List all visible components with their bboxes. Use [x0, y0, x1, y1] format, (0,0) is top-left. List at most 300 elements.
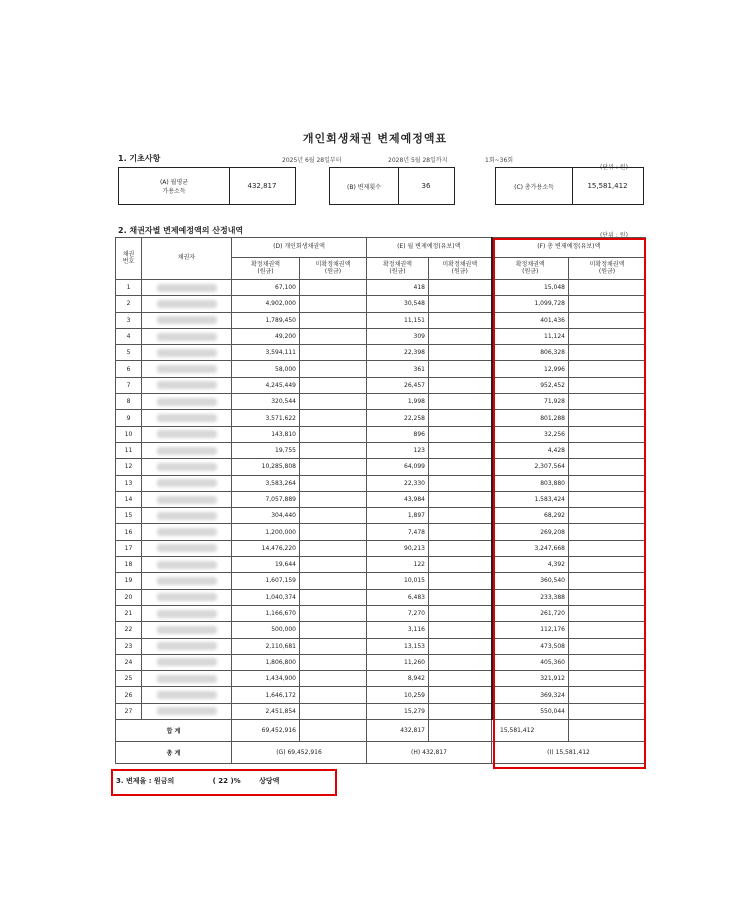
total-confirmed: 68,292: [492, 508, 569, 524]
redaction-blur: [157, 349, 217, 357]
claim-confirmed: 4,245,449: [232, 377, 300, 393]
creditor-name-redacted: [142, 410, 232, 426]
total-confirmed: 2,307,564: [492, 459, 569, 475]
total-unconfirmed: [569, 459, 646, 475]
col-creditor: 채권자: [142, 238, 232, 280]
total-row: [116, 742, 646, 764]
claim-confirmed: 1,040,374: [232, 589, 300, 605]
claim-unconfirmed: [300, 605, 367, 621]
monthly-confirmed: 7,478: [367, 524, 429, 540]
creditor-no: 24: [116, 654, 142, 670]
redaction-blur: [157, 316, 217, 324]
claim-confirmed: 4,902,000: [232, 296, 300, 312]
total-confirmed: 321,912: [492, 671, 569, 687]
creditor-no: 18: [116, 557, 142, 573]
total-confirmed: 405,360: [492, 654, 569, 670]
monthly-confirmed: 7,270: [367, 605, 429, 621]
table-row: [116, 605, 646, 621]
creditor-name-redacted: [142, 459, 232, 475]
monthly-confirmed: 26,457: [367, 377, 429, 393]
redaction-blur: [157, 284, 217, 292]
monthly-unconfirmed: [429, 345, 492, 361]
claim-confirmed: 2,451,854: [232, 703, 300, 719]
table-row: [116, 410, 646, 426]
table-row: [116, 491, 646, 507]
claim-confirmed: 3,583,264: [232, 475, 300, 491]
total-unconfirmed: [569, 491, 646, 507]
creditor-no: 15: [116, 508, 142, 524]
total-income-label: (C) 총가용소득: [514, 183, 554, 191]
redaction-blur: [157, 626, 217, 634]
creditor-no: 20: [116, 589, 142, 605]
monthly-unconfirmed: [429, 426, 492, 442]
redaction-blur: [157, 479, 217, 487]
monthly-confirmed: 6,483: [367, 589, 429, 605]
total-unconfirmed: [569, 703, 646, 719]
total-unconfirmed: [569, 475, 646, 491]
total-unconfirmed: [569, 328, 646, 344]
creditor-no: 9: [116, 410, 142, 426]
total-confirmed: 806,328: [492, 345, 569, 361]
claim-unconfirmed: [300, 394, 367, 410]
total-unconfirmed: [569, 426, 646, 442]
creditor-no: 12: [116, 459, 142, 475]
subtotal-f: 15,581,412: [492, 720, 569, 742]
monthly-unconfirmed: [429, 459, 492, 475]
total-unconfirmed: [569, 280, 646, 296]
subtotal-d-unconfirmed: [300, 720, 367, 742]
col-f-confirmed: 확정채권액 (원금): [492, 258, 569, 280]
total-unconfirmed: [569, 442, 646, 458]
monthly-unconfirmed: [429, 524, 492, 540]
section1-heading: 1. 기초사항: [118, 154, 161, 163]
creditor-no: 3: [116, 312, 142, 328]
claim-unconfirmed: [300, 345, 367, 361]
redaction-blur: [157, 463, 217, 471]
table-row: [116, 280, 646, 296]
creditor-no: 2: [116, 296, 142, 312]
claim-confirmed: 67,100: [232, 280, 300, 296]
claim-unconfirmed: [300, 426, 367, 442]
monthly-unconfirmed: [429, 377, 492, 393]
total-confirmed: 32,256: [492, 426, 569, 442]
monthly-confirmed: 11,260: [367, 654, 429, 670]
unit-label-1: (단위 : 원): [600, 164, 628, 171]
claim-confirmed: 7,057,889: [232, 491, 300, 507]
table-row: [116, 394, 646, 410]
total-unconfirmed: [569, 394, 646, 410]
table-row: [116, 377, 646, 393]
creditor-name-redacted: [142, 687, 232, 703]
claim-confirmed: 10,285,808: [232, 459, 300, 475]
monthly-unconfirmed: [429, 654, 492, 670]
repayment-rate-suffix: 상당액: [259, 777, 280, 785]
total-unconfirmed: [569, 589, 646, 605]
total-confirmed: 15,048: [492, 280, 569, 296]
monthly-confirmed: 64,099: [367, 459, 429, 475]
table-row: [116, 442, 646, 458]
claim-unconfirmed: [300, 638, 367, 654]
total-confirmed: 3,247,668: [492, 540, 569, 556]
total-confirmed: 952,452: [492, 377, 569, 393]
col-group-d: (D) 개인회생채권액: [232, 238, 367, 258]
redaction-blur: [157, 333, 217, 341]
monthly-unconfirmed: [429, 508, 492, 524]
redaction-blur: [157, 675, 217, 683]
monthly-confirmed: 418: [367, 280, 429, 296]
col-f-unconfirmed: 미확정채권액 (원금): [569, 258, 646, 280]
creditor-name-redacted: [142, 524, 232, 540]
total-unconfirmed: [569, 524, 646, 540]
redaction-blur: [157, 610, 217, 618]
creditor-no: 7: [116, 377, 142, 393]
monthly-confirmed: 15,279: [367, 703, 429, 719]
total-unconfirmed: [569, 654, 646, 670]
claim-unconfirmed: [300, 540, 367, 556]
total-unconfirmed: [569, 410, 646, 426]
creditor-name-redacted: [142, 426, 232, 442]
creditor-name-redacted: [142, 361, 232, 377]
total-label: 총 계: [116, 742, 232, 764]
claim-confirmed: 3,594,111: [232, 345, 300, 361]
claim-unconfirmed: [300, 491, 367, 507]
monthly-unconfirmed: [429, 638, 492, 654]
creditor-no: 22: [116, 622, 142, 638]
col-creditor-no: 채권 번호: [116, 238, 142, 280]
monthly-confirmed: 22,398: [367, 345, 429, 361]
table-row: [116, 524, 646, 540]
monthly-confirmed: 22,258: [367, 410, 429, 426]
col-e-unconfirmed: 미확정채권액 (원금): [429, 258, 492, 280]
monthly-unconfirmed: [429, 328, 492, 344]
monthly-confirmed: 3,116: [367, 622, 429, 638]
creditor-name-redacted: [142, 296, 232, 312]
creditor-no: 4: [116, 328, 142, 344]
claim-unconfirmed: [300, 296, 367, 312]
total-income-box: [495, 167, 644, 205]
total-unconfirmed: [569, 622, 646, 638]
total-confirmed: 112,176: [492, 622, 569, 638]
creditor-name-redacted: [142, 508, 232, 524]
table-row: [116, 589, 646, 605]
monthly-confirmed: 123: [367, 442, 429, 458]
monthly-unconfirmed: [429, 312, 492, 328]
table-row: [116, 540, 646, 556]
redaction-blur: [157, 544, 217, 552]
redaction-blur: [157, 642, 217, 650]
claim-unconfirmed: [300, 459, 367, 475]
claim-unconfirmed: [300, 671, 367, 687]
table-row: [116, 573, 646, 589]
creditor-no: 6: [116, 361, 142, 377]
claim-unconfirmed: [300, 475, 367, 491]
claim-confirmed: 49,200: [232, 328, 300, 344]
monthly-confirmed: 90,213: [367, 540, 429, 556]
table-row: [116, 345, 646, 361]
table-row: [116, 426, 646, 442]
monthly-confirmed: 8,942: [367, 671, 429, 687]
table-row: [116, 475, 646, 491]
table-row: [116, 361, 646, 377]
claim-unconfirmed: [300, 410, 367, 426]
monthly-confirmed: 361: [367, 361, 429, 377]
monthly-unconfirmed: [429, 491, 492, 507]
claim-unconfirmed: [300, 377, 367, 393]
claim-unconfirmed: [300, 328, 367, 344]
claim-confirmed: 14,476,220: [232, 540, 300, 556]
redaction-blur: [157, 528, 217, 536]
total-g: (G) 69,452,916: [232, 742, 367, 764]
total-income-value: 15,581,412: [587, 182, 628, 190]
creditor-no: 25: [116, 671, 142, 687]
total-unconfirmed: [569, 540, 646, 556]
unit-label-2: (단위 : 원): [600, 232, 628, 239]
creditor-name-redacted: [142, 312, 232, 328]
monthly-unconfirmed: [429, 410, 492, 426]
total-confirmed: 261,720: [492, 605, 569, 621]
claim-unconfirmed: [300, 573, 367, 589]
creditor-name-redacted: [142, 622, 232, 638]
redaction-blur: [157, 561, 217, 569]
table-row: [116, 687, 646, 703]
creditor-name-redacted: [142, 345, 232, 361]
claim-unconfirmed: [300, 703, 367, 719]
creditor-no: 23: [116, 638, 142, 654]
creditor-name-redacted: [142, 671, 232, 687]
monthly-unconfirmed: [429, 687, 492, 703]
claim-confirmed: 304,440: [232, 508, 300, 524]
total-confirmed: 233,388: [492, 589, 569, 605]
total-confirmed: 269,208: [492, 524, 569, 540]
repayment-rate-value: ( 22 )%: [212, 777, 241, 785]
creditor-no: 8: [116, 394, 142, 410]
creditor-name-redacted: [142, 703, 232, 719]
redaction-blur: [157, 577, 217, 585]
monthly-unconfirmed: [429, 671, 492, 687]
total-confirmed: 1,099,728: [492, 296, 569, 312]
redaction-blur: [157, 707, 217, 715]
total-unconfirmed: [569, 671, 646, 687]
repayment-count-value: 36: [421, 182, 431, 190]
creditor-no: 1: [116, 280, 142, 296]
monthly-confirmed: 11,151: [367, 312, 429, 328]
redaction-blur: [157, 365, 217, 373]
total-confirmed: 473,508: [492, 638, 569, 654]
redaction-blur: [157, 300, 217, 308]
claim-unconfirmed: [300, 557, 367, 573]
creditor-no: 27: [116, 703, 142, 719]
monthly-unconfirmed: [429, 475, 492, 491]
table-row: [116, 328, 646, 344]
claim-confirmed: 1,200,000: [232, 524, 300, 540]
redaction-blur: [157, 512, 217, 520]
claim-unconfirmed: [300, 654, 367, 670]
total-confirmed: 71,928: [492, 394, 569, 410]
monthly-confirmed: 43,984: [367, 491, 429, 507]
redaction-blur: [157, 447, 217, 455]
page-title: 개인회생채권 변제예정액표: [302, 132, 448, 145]
section2-heading: 2. 채권자별 변제예정액의 산정내역: [118, 226, 244, 235]
col-d-confirmed: 확정채권액 (원금): [232, 258, 300, 280]
total-confirmed: 401,436: [492, 312, 569, 328]
total-h: (H) 432,817: [367, 742, 492, 764]
creditor-name-redacted: [142, 491, 232, 507]
table-row: [116, 638, 646, 654]
creditor-name-redacted: [142, 394, 232, 410]
col-d-unconfirmed: 미확정채권액 (원금): [300, 258, 367, 280]
claim-unconfirmed: [300, 687, 367, 703]
claim-confirmed: 1,646,172: [232, 687, 300, 703]
table-row: [116, 557, 646, 573]
monthly-unconfirmed: [429, 296, 492, 312]
total-confirmed: 11,124: [492, 328, 569, 344]
creditor-name-redacted: [142, 654, 232, 670]
total-confirmed: 1,583,424: [492, 491, 569, 507]
monthly-unconfirmed: [429, 703, 492, 719]
monthly-unconfirmed: [429, 589, 492, 605]
creditor-name-redacted: [142, 573, 232, 589]
total-unconfirmed: [569, 573, 646, 589]
creditor-no: 21: [116, 605, 142, 621]
creditor-no: 26: [116, 687, 142, 703]
monthly-unconfirmed: [429, 442, 492, 458]
subtotal-f-unconfirmed: [569, 720, 646, 742]
creditor-name-redacted: [142, 557, 232, 573]
claim-unconfirmed: [300, 361, 367, 377]
creditor-name-redacted: [142, 328, 232, 344]
claim-confirmed: 1,789,450: [232, 312, 300, 328]
creditor-name-redacted: [142, 638, 232, 654]
claim-unconfirmed: [300, 312, 367, 328]
claim-confirmed: 2,110,681: [232, 638, 300, 654]
redaction-blur: [157, 398, 217, 406]
claim-confirmed: 1,434,900: [232, 671, 300, 687]
subtotal-d: 69,452,916: [232, 720, 300, 742]
redaction-blur: [157, 691, 217, 699]
total-i: (I) 15,581,412: [492, 742, 646, 764]
creditor-name-redacted: [142, 442, 232, 458]
creditor-no: 17: [116, 540, 142, 556]
claim-confirmed: 500,000: [232, 622, 300, 638]
subtotal-e: 432,817: [367, 720, 429, 742]
claim-unconfirmed: [300, 442, 367, 458]
table-row: [116, 703, 646, 719]
claim-unconfirmed: [300, 280, 367, 296]
table-row: [116, 296, 646, 312]
total-confirmed: 550,044: [492, 703, 569, 719]
creditor-no: 11: [116, 442, 142, 458]
total-unconfirmed: [569, 605, 646, 621]
total-confirmed: 360,540: [492, 573, 569, 589]
table-row: [116, 622, 646, 638]
total-confirmed: 12,996: [492, 361, 569, 377]
col-e-confirmed: 확정채권액 (원금): [367, 258, 429, 280]
total-unconfirmed: [569, 508, 646, 524]
monthly-income-value: 432,817: [247, 182, 277, 190]
table-row: [116, 312, 646, 328]
subtotal-e-unconfirmed: [429, 720, 492, 742]
claim-confirmed: 1,806,800: [232, 654, 300, 670]
claim-confirmed: 3,571,622: [232, 410, 300, 426]
claim-unconfirmed: [300, 589, 367, 605]
monthly-unconfirmed: [429, 605, 492, 621]
monthly-income-label: (A) 월평균 가용소득: [159, 179, 189, 195]
redaction-blur: [157, 658, 217, 666]
total-unconfirmed: [569, 361, 646, 377]
table-row: [116, 459, 646, 475]
creditor-name-redacted: [142, 280, 232, 296]
total-unconfirmed: [569, 296, 646, 312]
end-date: 2028년 5월 28일까지: [388, 157, 448, 164]
claim-confirmed: 19,644: [232, 557, 300, 573]
monthly-unconfirmed: [429, 394, 492, 410]
redaction-blur: [157, 593, 217, 601]
monthly-unconfirmed: [429, 540, 492, 556]
monthly-confirmed: 22,330: [367, 475, 429, 491]
creditor-no: 10: [116, 426, 142, 442]
monthly-confirmed: 1,998: [367, 394, 429, 410]
total-unconfirmed: [569, 312, 646, 328]
monthly-unconfirmed: [429, 573, 492, 589]
total-confirmed: 803,880: [492, 475, 569, 491]
creditor-name-redacted: [142, 540, 232, 556]
redaction-blur: [157, 430, 217, 438]
total-confirmed: 4,392: [492, 557, 569, 573]
creditor-name-redacted: [142, 377, 232, 393]
redaction-blur: [157, 414, 217, 422]
subtotal-row: [116, 720, 646, 742]
repayment-rate: [116, 776, 279, 786]
repayment-count-box: [329, 167, 455, 205]
repayment-rate-label: 3. 변제율 : 원금의: [116, 777, 175, 785]
monthly-confirmed: 122: [367, 557, 429, 573]
total-unconfirmed: [569, 638, 646, 654]
table-row: [116, 508, 646, 524]
claim-unconfirmed: [300, 508, 367, 524]
claim-unconfirmed: [300, 622, 367, 638]
claim-confirmed: 143,810: [232, 426, 300, 442]
creditor-no: 5: [116, 345, 142, 361]
monthly-confirmed: 309: [367, 328, 429, 344]
monthly-income-box: [118, 167, 296, 205]
creditor-name-redacted: [142, 605, 232, 621]
claim-confirmed: 1,166,670: [232, 605, 300, 621]
creditor-no: 16: [116, 524, 142, 540]
table-row: [116, 671, 646, 687]
claim-confirmed: 58,000: [232, 361, 300, 377]
total-unconfirmed: [569, 557, 646, 573]
redaction-blur: [157, 496, 217, 504]
monthly-unconfirmed: [429, 557, 492, 573]
monthly-confirmed: 10,259: [367, 687, 429, 703]
col-group-e: (E) 월 변제예정(유보)액: [367, 238, 492, 258]
claim-confirmed: 19,755: [232, 442, 300, 458]
claim-confirmed: 320,544: [232, 394, 300, 410]
claim-unconfirmed: [300, 524, 367, 540]
table-row: [116, 654, 646, 670]
creditor-name-redacted: [142, 475, 232, 491]
repayment-count-label: (B) 변제횟수: [347, 183, 381, 191]
creditor-no: 14: [116, 491, 142, 507]
claim-confirmed: 1,607,159: [232, 573, 300, 589]
monthly-confirmed: 896: [367, 426, 429, 442]
total-unconfirmed: [569, 345, 646, 361]
redaction-blur: [157, 381, 217, 389]
col-group-f: (F) 총 변제예정(유보)액: [492, 238, 646, 258]
creditor-name-redacted: [142, 589, 232, 605]
creditor-no: 13: [116, 475, 142, 491]
monthly-confirmed: 13,153: [367, 638, 429, 654]
